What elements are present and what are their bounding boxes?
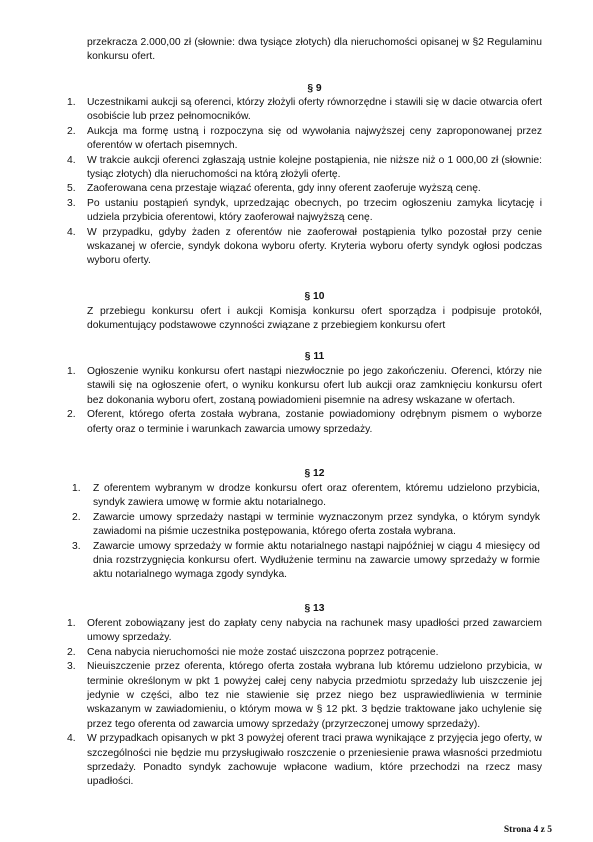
item-number: 1. bbox=[67, 366, 76, 377]
section-9-item bbox=[67, 96, 542, 125]
section-9-title: § 9 bbox=[307, 83, 322, 94]
item-text: Oferent zobowiązany jest do zapłaty ceny nabycia na rachunek masy upadłości przed zawarciem umowy sprzedaży. bbox=[87, 618, 542, 644]
section-10-paragraph: Z przebiegu konkursu ofert i aukcji Komisja konkursu ofert sporządza i podpisuje protokół, dokumentujący podstawowe czynności związane z przebiegiem konkursu ofert bbox=[87, 306, 542, 332]
item-number: 2. bbox=[67, 409, 76, 421]
item-text: W trakcie aukcji oferenci zgłaszają ustnie kolejne postąpienia, nie niższe niż o 1 000,00 zł (słownie: tysiąc złotych) dla nieruchomości na którą złożyli ofertę. bbox=[87, 154, 542, 181]
intro-paragraph: przekracza 2.000,00 zł (słownie: dwa tysiące złotych) dla nieruchomości opisanej w §2 Regulaminu konkursu ofert. bbox=[87, 37, 542, 63]
section-9-item bbox=[67, 125, 542, 154]
item-number: 4. bbox=[67, 733, 76, 745]
section-12-title: § 12 bbox=[304, 468, 325, 479]
section-13-item bbox=[67, 732, 542, 790]
section-13-item bbox=[67, 646, 542, 660]
item-number: 4. bbox=[67, 154, 76, 166]
item-text: Nieuiszczenie przez oferenta, którego oferta została wybrana lub któremu udzielono przybicia, w terminie określonym w pkt 1 powyżej całej ceny nabycia przedmiotu sprzedaży lub uiszczenie jej jedynie w części, albo tez nie stawienie się przez niego bez usprawiedliwienia w terminie wskazanym w zawiadomieniu, o którym mowa w § 12 pkt. 3 będzie traktowane jako uchylenie się przez tego oferenta od zawarcia umowy sprzedaży (przyrzeczonej umowy sprzedaży). bbox=[87, 661, 542, 730]
item-text: Zawarcie umowy sprzedaży nastąpi w terminie wyznaczonym przez syndyka, o którym syndyk zawiadomi na piśmie uczestnika postępowania, którego oferta została wybrana. bbox=[93, 511, 540, 538]
section-9-item bbox=[67, 226, 542, 269]
item-text: Oferent, którego oferta została wybrana, zostanie powiadomiony odrębnym pismem o wyborze oferty oraz o terminie i warunkach zawarcia umowy sprzedaży. bbox=[87, 409, 542, 435]
section-12-item bbox=[69, 540, 540, 583]
item-text: Zaoferowana cena przestaje wiązać oferenta, gdy inny oferent zaoferuje wyższą cenę. bbox=[87, 183, 481, 195]
item-number: 3. bbox=[67, 661, 76, 673]
item-text: W przypadku, gdyby żaden z oferentów nie zaoferował postąpienia tylko pozostał przy cenie wskazanej w ofercie, syndyk dokona wyboru oferty. Kryteria wyboru oferty syndyk ogłosi podczas wyboru oferty. bbox=[87, 226, 542, 267]
section-13-list bbox=[67, 617, 542, 790]
item-text: Ogłoszenie wyniku konkursu ofert nastąpi niezwłocznie po jego zakończeniu. Oferenci, którzy nie stawili się na ogłoszenie ofert, o wyniku konkursu ofert lub aukcji oraz zamknięciu konkursu ofert bez dokonania wyboru ofert, zostaną powiadomieni pisemnie na adresy wskazane w ofertach. bbox=[87, 366, 542, 406]
item-number: 3. bbox=[67, 197, 76, 209]
item-number: 1. bbox=[67, 97, 76, 108]
item-number: 2. bbox=[72, 511, 81, 523]
item-number: 2. bbox=[67, 125, 76, 137]
section-9-item bbox=[67, 197, 542, 226]
item-number: 4. bbox=[67, 226, 76, 238]
item-number: 5. bbox=[67, 183, 76, 195]
section-9-item bbox=[67, 182, 542, 196]
item-text: Aukcja ma formę ustną i rozpoczyna się od wywołania najwyższej ceny zaproponowanej przez oferentów w ofertach pisemnych. bbox=[87, 125, 542, 152]
item-text: Po ustaniu postąpień syndyk, uprzedzając obecnych, po trzecim ogłoszeniu zamyka licytację i udziela przybicia oferentowi, który zaoferował najwyższą cenę. bbox=[87, 197, 542, 224]
section-11-title: § 11 bbox=[304, 351, 325, 362]
section-13-title: § 13 bbox=[304, 603, 325, 614]
section-9-item bbox=[67, 154, 542, 183]
section-13-item bbox=[67, 617, 542, 646]
section-12-list bbox=[69, 482, 540, 583]
item-number: 2. bbox=[67, 646, 76, 658]
item-text: Z oferentem wybranym w drodze konkursu ofert oraz oferentem, któremu udzielono przybicia, syndyk zawiera umowę w formie aktu notarialnego. bbox=[93, 483, 540, 509]
section-11-item bbox=[67, 408, 542, 437]
item-number: 1. bbox=[67, 618, 76, 629]
item-text: Zawarcie umowy sprzedaży w formie aktu notarialnego nastąpi najpóźniej w ciągu 4 miesięcy od dnia rozstrzygnięcia konkursu ofert. Wydłużenie terminu na zawarcie umowy sprzedaży w formie aktu notarialnego wymaga zgody syndyka. bbox=[93, 540, 540, 581]
section-11-item bbox=[67, 365, 542, 408]
section-12-item bbox=[69, 511, 540, 540]
item-text: W przypadkach opisanych w pkt 3 powyżej oferent traci prawa wynikające z przyjęcia jego oferty, w szczególności nie będzie mu przysługiwało roszczenie o przeniesienie prawa własności przedmiotu sprzedaży. Ponadto syndyk zachowuje wpłacone wadium, które przechodzi na rzecz masy upadłości. bbox=[87, 733, 542, 788]
item-text: Cena nabycia nieruchomości nie może zostać uiszczona poprzez potrącenie. bbox=[87, 646, 439, 658]
section-10-title: § 10 bbox=[304, 291, 325, 302]
section-9-list bbox=[67, 96, 542, 269]
item-number: 3. bbox=[72, 540, 81, 552]
section-13-item bbox=[67, 660, 542, 732]
section-11-list bbox=[67, 365, 542, 437]
section-12-item bbox=[69, 482, 540, 511]
item-text: Uczestnikami aukcji są oferenci, którzy złożyli oferty równorzędne i stawili się w dacie otwarcia ofert osobiście lub przez pełnomocników. bbox=[87, 97, 542, 123]
page-number: Strona 4 z 5 bbox=[503, 825, 552, 835]
item-number: 1. bbox=[72, 483, 81, 494]
